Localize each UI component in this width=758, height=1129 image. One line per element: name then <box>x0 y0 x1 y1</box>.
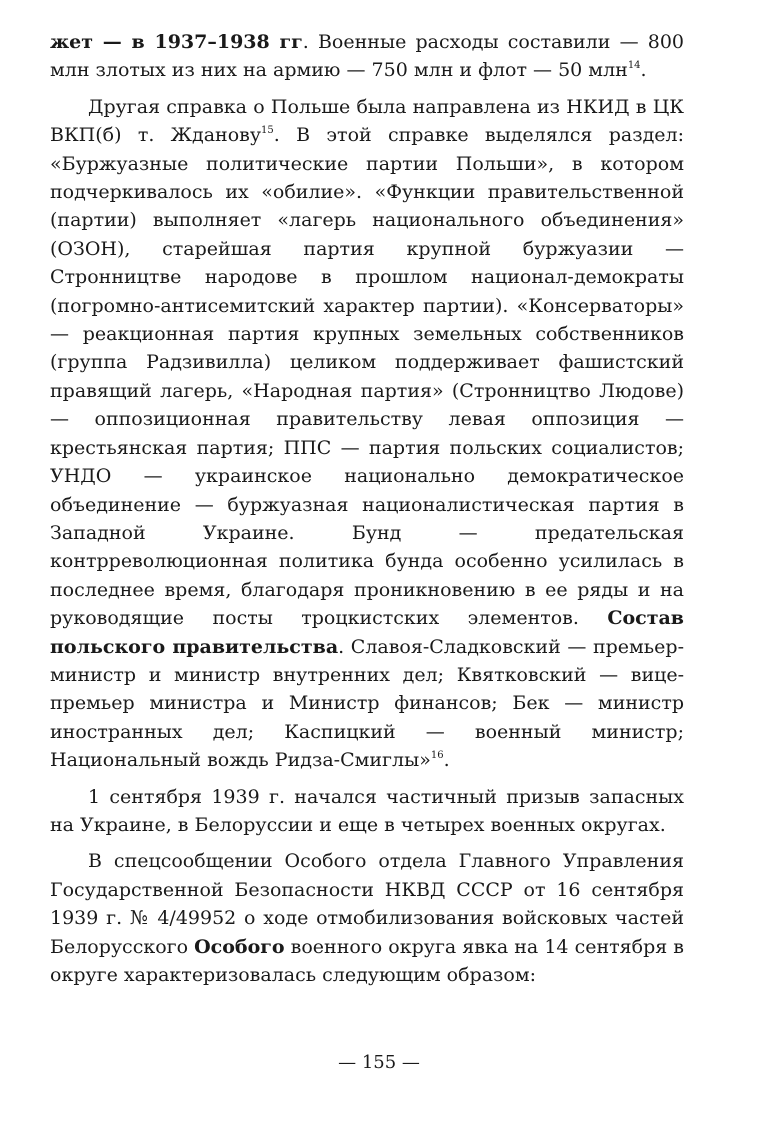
text-segment: В спецсообщении Особого отдела Главного Управления Государственной Безопасности НКВД СССР от 16 сентября 1939 г. № 4/49952 о ходе отмобилизования войсковых частей Белорусского <box>50 850 684 958</box>
text-segment: . В этой справке выделялся раздел: «Буржуазные политические партии Польши», в котором подчеркивалось их «обилие». «Функции правительственной (партии) выполняет «лагерь национального объединения» (ОЗОН), старейшая партия крупной буржуазии — Стронництве народове в прошлом национал-демократы (погромно-антисемитский характер партии). «Консерваторы» — реакционная партия крупных земельных собственников (группа Радзивилла) целиком поддерживает фашистский правящий лагерь, «Народная партия» (Стронництво Людове) — оппозиционная правительству левая оппозиция — крестьянская партия; ППС — партия польских социалистов; УНДО — украинское национально демократическое объединение — буржуазная националистическая партия в Западной Украине. Бунд — предательская контрреволюционная политика бунда особенно усилилась в последнее время, благодаря проникновению в ее ряды и на руководящие посты троцкистских элементов. <box>50 124 685 630</box>
page-body <box>50 28 684 989</box>
paragraph-1 <box>50 28 684 85</box>
footnote-ref: 16 <box>430 750 444 762</box>
bold-text: Состав польского правительства <box>50 607 684 658</box>
paragraph-4 <box>50 847 684 989</box>
bold-text: жет — в 1937–1938 гг <box>50 31 303 53</box>
text-segment: . <box>640 59 647 82</box>
footnote-ref: 14 <box>627 60 641 72</box>
paragraph-gap <box>50 85 684 93</box>
text-segment: военного округа явка на 14 сентября в округе характеризовалась следующим образом: <box>50 935 684 986</box>
paragraph-3 <box>50 783 684 840</box>
page-number: — 155 — <box>338 1052 420 1073</box>
text-segment: 1 сентября 1939 г. начался частичный призыв запасных на Украине, в Белоруссии и еще в четырех военных округах. <box>50 785 684 836</box>
text-segment: . <box>443 749 450 772</box>
paragraph-gap <box>50 839 684 847</box>
paragraph-gap <box>50 775 684 783</box>
text-segment: . Славоя-Сладковский — премьер-министр и министр внутренних дел; Квятковский — вице-премьер министра и Министр финансов; Бек — министр иностранных дел; Каспицкий — военный министр; Национальный вождь Ридза-Смиглы» <box>50 635 684 772</box>
text-segment: Другая справка о Польше была направлена из НКИД в ЦК ВКП(б) т. Жданову <box>50 95 684 147</box>
bold-text: Особого <box>194 935 285 958</box>
text-segment: . Военные расходы составили — 800 млн злотых из них на армию — 750 млн и флот — 50 млн <box>50 31 684 82</box>
paragraph-2 <box>50 93 684 775</box>
footnote-ref: 15 <box>261 125 274 137</box>
